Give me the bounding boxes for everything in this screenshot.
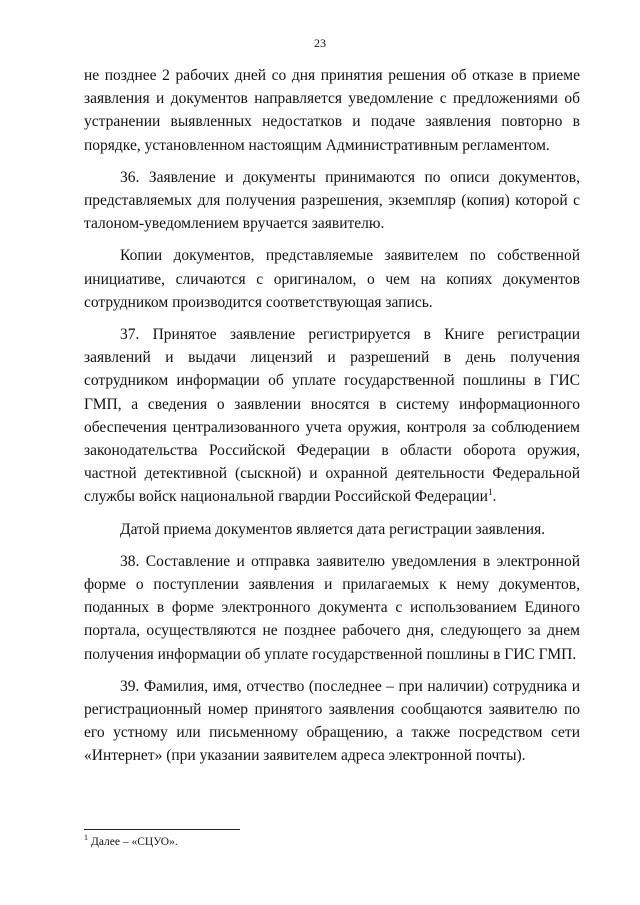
footnote-reference[interactable]: 1 bbox=[487, 487, 493, 498]
footnote bbox=[84, 833, 178, 848]
paragraph-item-37-text: 37. Принятое заявление регистрируется в Книге регистрации заявлений и выдачи лицензий и разрешений в день получения сотрудником информации об уплате государственной пошлины в ГИС ГМП, а сведения о заявлении вносятся в систему информационного обеспечения централизованного учета оружия, контроля за соблюдением законодательства Российской Федерации в области оборота оружия, частной детективной (сыскной) и охранной деятельности Федеральной службы войск национальной гвардии Российской Федерации bbox=[84, 326, 580, 506]
paragraph-item-37-tail: . bbox=[492, 488, 497, 506]
page-number: 23 bbox=[314, 36, 326, 50]
footnote-marker: 1 bbox=[84, 833, 88, 843]
paragraph-item-38: 38. Составление и отправка заявителю уведомления в электронной форме о поступлении заявления и прилагаемых к нему документов, поданных в форме электронного документа с использованием Единого портала, осуществляются не позднее рабочего дня, следующего за днем получения информации об уплате государственной пошлины в ГИС ГМП. bbox=[84, 552, 580, 663]
paragraph-acceptance-date: Датой приема документов является дата регистрации заявления. bbox=[120, 520, 546, 538]
document-body bbox=[84, 64, 580, 777]
paragraph-continuation: не позднее 2 рабочих дней со дня принятия решения об отказе в приеме заявления и документов направляется уведомление с предложениями об устранении выявленных недостатков и подаче заявления повторно в порядке, установленном настоящим Административным регламентом. bbox=[84, 67, 580, 154]
footnote-divider bbox=[84, 829, 240, 830]
paragraph-item-37 bbox=[84, 323, 580, 509]
paragraph-item-36: 36. Заявление и документы принимаются по описи документов, представляемых для получения разрешения, экземпляр (копия) которой с талоном-уведомлением вручается заявителю. bbox=[84, 168, 580, 233]
paragraph-item-39: 39. Фамилия, имя, отчество (последнее – при наличии) сотрудника и регистрационный номер принятого заявления сообщаются заявителю по его устному или письменному обращению, а также посредством сети «Интернет» (при указании заявителем адреса электронной почты). bbox=[84, 677, 580, 765]
footnote-text: Далее – «СЦУО». bbox=[91, 836, 178, 848]
paragraph-copies: Копии документов, представляемые заявителем по собственной инициативе, сличаются с оригиналом, о чем на копиях документов сотрудником производится соответствующая запись. bbox=[84, 247, 580, 311]
